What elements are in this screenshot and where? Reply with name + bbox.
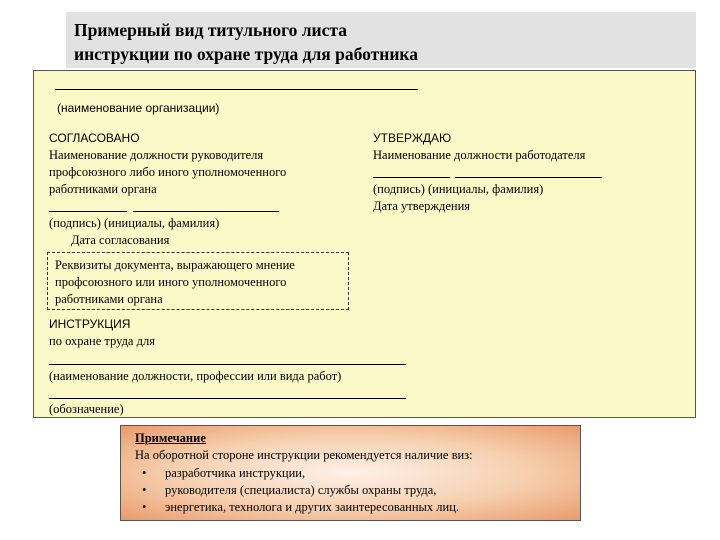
note-bullet: • xyxy=(142,500,147,514)
organization-caption: (наименование организации) xyxy=(57,101,220,115)
approve-signature-caption: (подпись) (инициалы, фамилия) xyxy=(373,182,544,196)
agreed-position-line-1: Наименование должности руководителя xyxy=(49,148,264,162)
approve-name-line xyxy=(455,177,602,178)
note-item: разработчика инструкции, xyxy=(165,466,306,480)
designation-caption: (обозначение) xyxy=(49,402,124,416)
agreed-signature-caption: (подпись) (инициалы, фамилия) xyxy=(49,216,220,230)
instruction-subheading: по охране труда для xyxy=(49,334,155,348)
agreed-date-caption: Дата согласования xyxy=(71,233,170,247)
organization-name-line xyxy=(55,89,418,90)
title-line-2: инструкции по охране труда для работника xyxy=(74,44,418,64)
requisites-line-1: Реквизиты документа, выражающего мнение xyxy=(55,258,295,272)
note-intro: На оборотной стороне инструкции рекомендуется наличие виз: xyxy=(135,448,473,462)
agreed-position-line-3: работниками органа xyxy=(49,182,157,196)
requisites-line-3: работниками органа xyxy=(55,292,163,306)
designation-line xyxy=(49,398,406,399)
position-name-line xyxy=(49,364,406,365)
agreed-position-line-2: профсоюзного либо иного уполномоченного xyxy=(49,165,287,179)
requisites-line-2: профсоюзного или иного уполномоченного xyxy=(55,275,287,289)
approve-date-caption: Дата утверждения xyxy=(373,199,471,213)
note-bullet: • xyxy=(142,483,147,497)
position-caption: (наименование должности, профессии или вида работ) xyxy=(49,369,342,383)
instruction-heading: ИНСТРУКЦИЯ xyxy=(49,317,131,331)
title-line-1: Примерный вид титульного листа xyxy=(74,20,347,40)
approve-heading: УТВЕРЖДАЮ xyxy=(373,131,452,145)
agreed-name-line xyxy=(133,211,279,212)
agreed-heading: СОГЛАСОВАНО xyxy=(49,131,140,145)
note-heading: Примечание xyxy=(135,431,206,445)
approve-signature-line xyxy=(373,177,450,178)
note-item: руководителя (специалиста) службы охраны труда, xyxy=(165,483,437,497)
note-bullet: • xyxy=(142,466,147,480)
agreed-signature-line xyxy=(49,211,127,212)
approve-position-line: Наименование должности работодателя xyxy=(373,148,586,162)
title-banner xyxy=(66,12,696,68)
note-item: энергетика, технолога и других заинтересованных лиц. xyxy=(165,500,460,514)
